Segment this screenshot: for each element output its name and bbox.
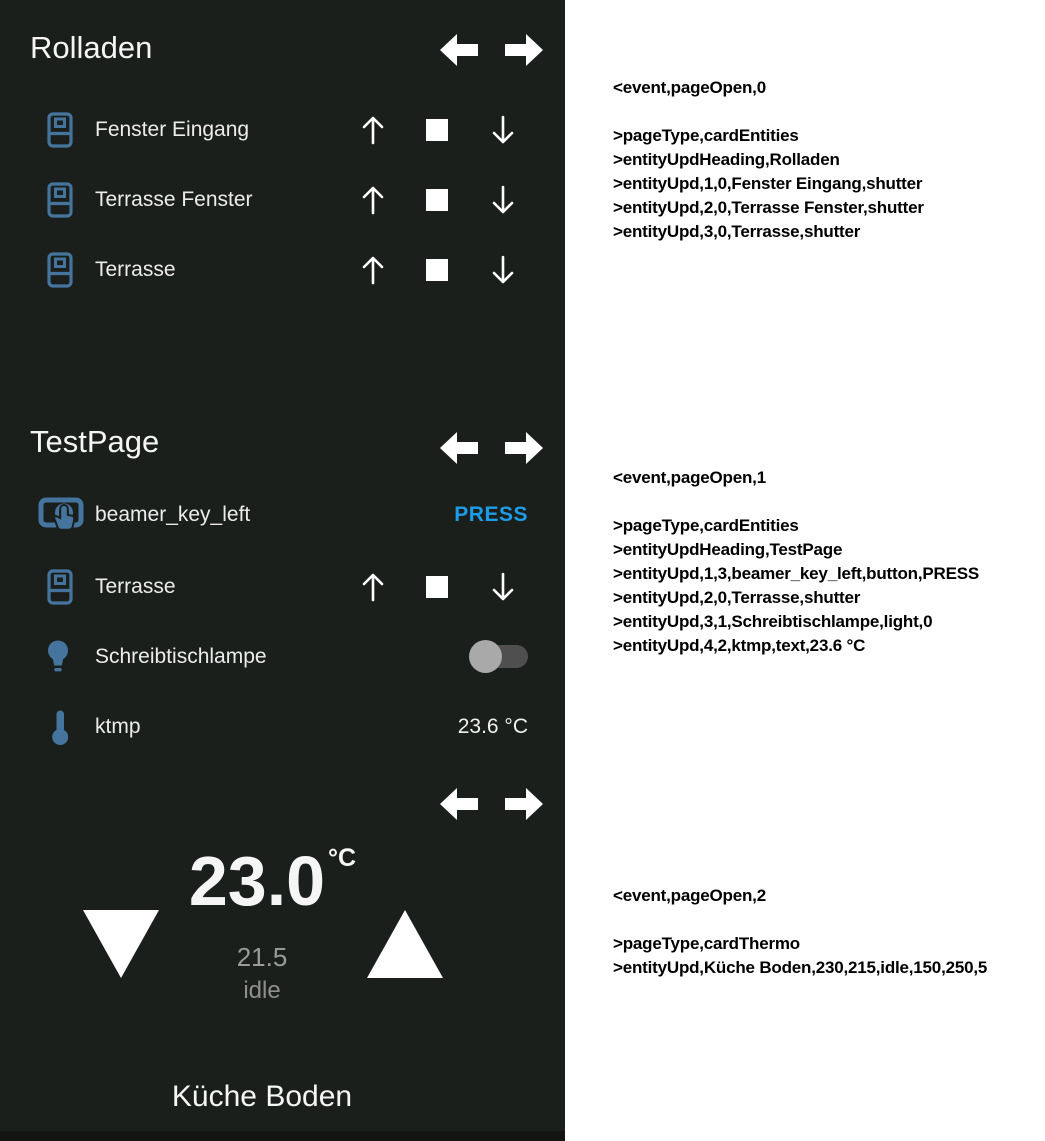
shutter-down-button[interactable] (490, 253, 516, 287)
log-gap (613, 100, 924, 124)
log-block-page0 (613, 76, 924, 244)
press-button[interactable]: PRESS (454, 503, 528, 526)
current-temperature: 23.0 (188, 842, 326, 920)
shutter-stop-button[interactable] (426, 259, 448, 281)
next-page-button[interactable] (505, 787, 543, 821)
log-block-page1 (613, 466, 979, 658)
entity-row (0, 706, 565, 748)
shutter-stop-button[interactable] (426, 119, 448, 141)
lightbulb-icon (45, 639, 71, 680)
next-page-button[interactable] (505, 33, 543, 67)
shutter-down-button[interactable] (490, 183, 516, 217)
prev-page-button[interactable] (440, 787, 478, 821)
shutter-down-button[interactable] (490, 113, 516, 147)
log-line: >entityUpd,Küche Boden,230,215,idle,150,250,5 (613, 958, 988, 977)
shutter-up-button[interactable] (360, 113, 386, 147)
arrow-left-icon (440, 808, 478, 825)
panel-bottom-edge (0, 1131, 565, 1141)
log-line: >entityUpd,3,0,Terrasse,shutter (613, 222, 861, 241)
shutter-stop-button[interactable] (426, 576, 448, 598)
light-toggle-switch[interactable] (469, 640, 528, 673)
log-line: >entityUpd,2,0,Terrasse,shutter (613, 588, 861, 607)
thermometer-icon (50, 709, 70, 751)
shutter-stop-button[interactable] (426, 189, 448, 211)
log-event-line: <event,pageOpen,2 (613, 886, 766, 905)
entity-label: Schreibtischlampe (95, 645, 267, 668)
shutter-icon (47, 252, 73, 293)
shutter-down-button[interactable] (490, 570, 516, 604)
sensor-value: 23.6 °C (457, 715, 528, 738)
shutter-icon (47, 569, 73, 610)
entity-row (0, 636, 565, 678)
arrow-left-icon (440, 54, 478, 71)
shutter-up-button[interactable] (360, 570, 386, 604)
toggle-knob (469, 640, 502, 673)
page-title: Rolladen (30, 30, 153, 65)
log-line: >pageType,cardThermo (613, 934, 800, 953)
log-line: >pageType,cardEntities (613, 516, 799, 535)
thermostat-state: idle (243, 977, 281, 1004)
entity-label: Terrasse (95, 575, 176, 598)
log-line: >entityUpd,3,1,Schreibtischlampe,light,0 (613, 612, 933, 631)
thermostat-name: Küche Boden (171, 1080, 353, 1113)
tap-button-icon (38, 496, 84, 542)
entity-label: Fenster Eingang (95, 118, 250, 141)
entity-row (0, 249, 565, 291)
prev-page-button[interactable] (440, 431, 478, 465)
log-event-line: <event,pageOpen,1 (613, 468, 766, 487)
log-line: >entityUpd,1,3,beamer_key_left,button,PRESS (613, 564, 979, 583)
entity-label: beamer_key_left (95, 503, 251, 526)
log-line: >entityUpd,2,0,Terrasse Fenster,shutter (613, 198, 924, 217)
entity-label: Terrasse Fenster (95, 188, 253, 211)
log-gap (613, 908, 987, 932)
shutter-up-button[interactable] (360, 183, 386, 217)
entity-row (0, 566, 565, 608)
log-gap (613, 490, 979, 514)
arrow-right-icon (505, 452, 543, 469)
log-event-line: <event,pageOpen,0 (613, 78, 766, 97)
setpoint-temperature: 21.5 (236, 942, 288, 972)
shutter-icon (47, 182, 73, 223)
entity-row (0, 109, 565, 151)
arrow-left-icon (440, 452, 478, 469)
shutter-up-button[interactable] (360, 253, 386, 287)
page-title: TestPage (30, 424, 160, 459)
log-block-page2 (613, 884, 987, 980)
log-line: >entityUpd,4,2,ktmp,text,23.6 °C (613, 636, 866, 655)
log-line: >entityUpd,1,0,Fenster Eingang,shutter (613, 174, 923, 193)
entity-row (0, 179, 565, 221)
log-line: >entityUpdHeading,Rolladen (613, 150, 840, 169)
shutter-icon (47, 112, 73, 153)
entity-label: ktmp (95, 715, 141, 738)
next-page-button[interactable] (505, 431, 543, 465)
temperature-unit: °C (328, 844, 357, 872)
arrow-right-icon (505, 808, 543, 825)
log-line: >pageType,cardEntities (613, 126, 799, 145)
entity-label: Terrasse (95, 258, 176, 281)
log-line: >entityUpdHeading,TestPage (613, 540, 843, 559)
arrow-right-icon (505, 54, 543, 71)
entity-row (0, 494, 565, 536)
prev-page-button[interactable] (440, 33, 478, 67)
